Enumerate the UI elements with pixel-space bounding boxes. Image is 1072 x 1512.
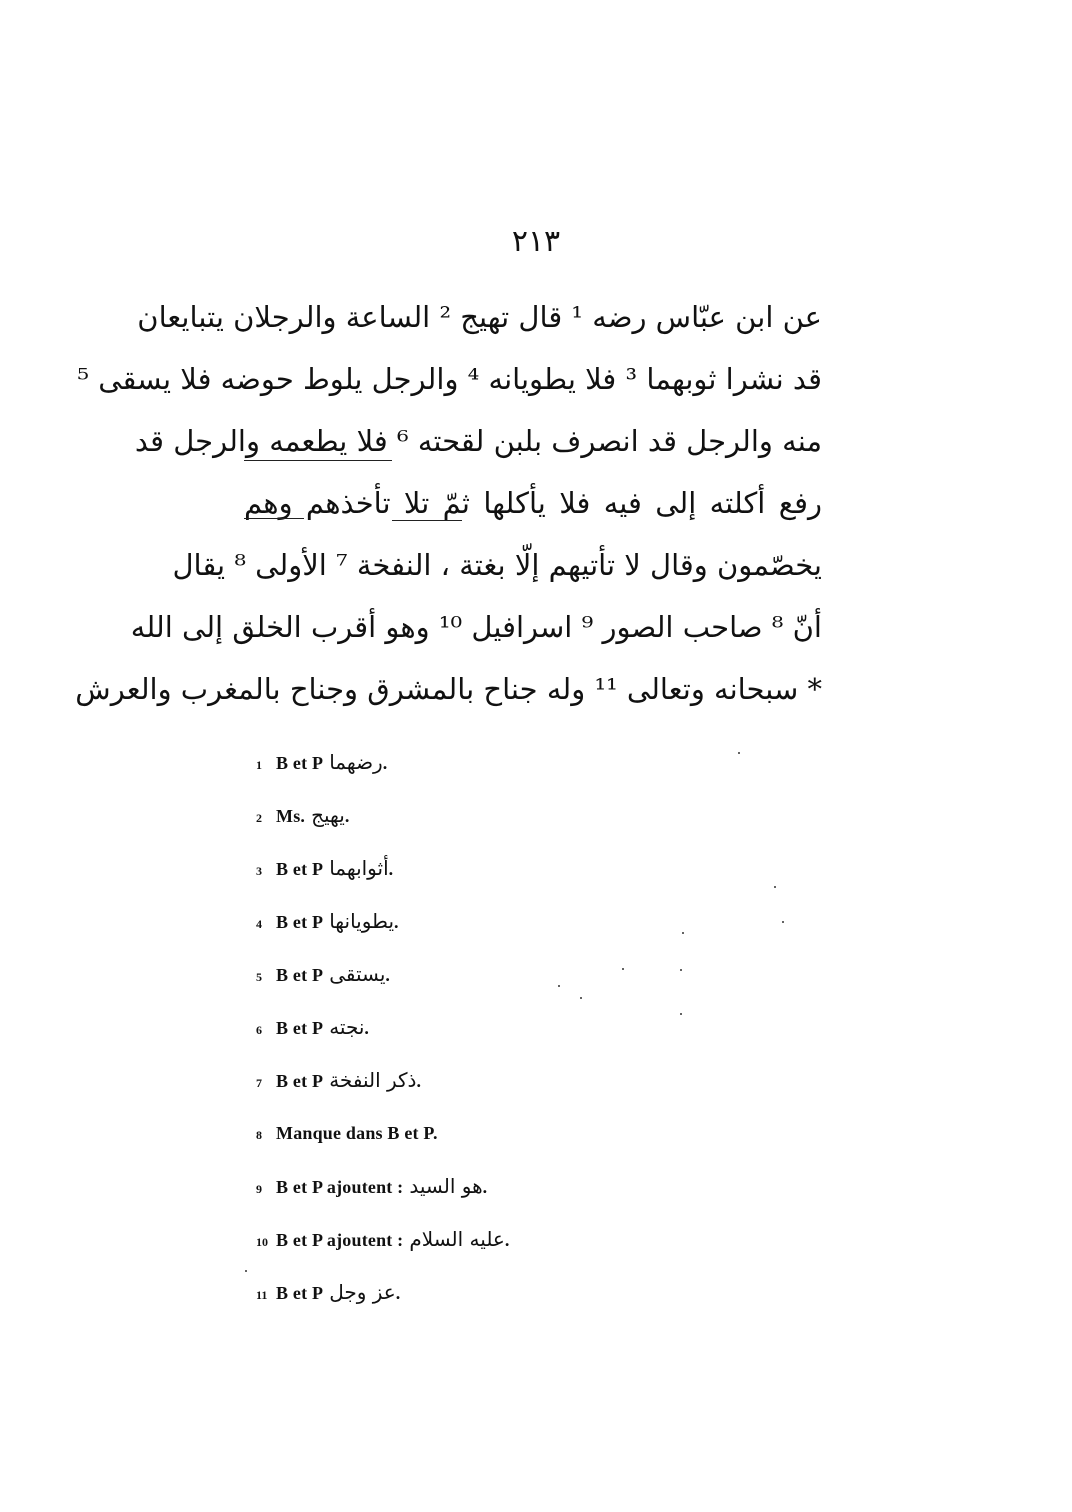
footnote-period: . bbox=[394, 912, 399, 932]
footnote-number: 10 bbox=[256, 1235, 268, 1249]
footnote-arabic: عز وجل bbox=[329, 1280, 396, 1304]
body-line: منه والرجل قد انصرف بلبن لقحته ⁶ فلا يطعمه والرجل قد bbox=[134, 424, 822, 458]
scan-speck bbox=[680, 1013, 682, 1015]
footnote-period: . bbox=[482, 1177, 488, 1197]
footnote-number: 3 bbox=[256, 864, 262, 878]
scan-speck bbox=[782, 921, 784, 923]
footnote-text: B et P bbox=[276, 753, 324, 773]
scan-speck bbox=[774, 886, 776, 888]
footnote-text: B et P ajoutent : bbox=[276, 1230, 404, 1250]
footnote-number: 1 bbox=[256, 758, 262, 772]
footnote-text: Manque dans B et P. bbox=[276, 1123, 438, 1143]
footnote-number: 4 bbox=[256, 917, 262, 931]
body-line: * سبحانه وتعالى ¹¹ وله جناح بالمشرق وجناح بالمغرب والعرش bbox=[75, 672, 822, 706]
footnote-arabic: هو السيد bbox=[409, 1174, 483, 1198]
footnote-number: 8 bbox=[256, 1128, 262, 1142]
footnote-text: B et P bbox=[276, 859, 324, 879]
body-line: قد نشرا ثوبهما ³ فلا يطويانه ⁴ والرجل يلوط حوضه فلا يسقى ⁵ bbox=[77, 362, 822, 396]
body-line: أنّ ⁸ صاحب الصور ⁹ اسرافيل ¹⁰ وهو أقرب الخلق إلى الله bbox=[130, 610, 822, 644]
footnote-number: 6 bbox=[256, 1023, 262, 1037]
footnote bbox=[256, 854, 576, 907]
footnote-text: B et P bbox=[276, 1071, 324, 1091]
footnote-text: B et P bbox=[276, 1283, 324, 1303]
footnote-period: . bbox=[344, 806, 350, 826]
scan-speck bbox=[558, 985, 560, 987]
footnote-number: 5 bbox=[256, 970, 262, 984]
underline-mark bbox=[392, 520, 462, 521]
footnote-period: . bbox=[382, 753, 388, 773]
footnote-number: 9 bbox=[256, 1182, 262, 1196]
footnote-period: . bbox=[385, 965, 390, 985]
page-number: ٢١٣ bbox=[511, 224, 561, 259]
scan-speck bbox=[680, 969, 682, 971]
footnote-number: 7 bbox=[256, 1076, 262, 1090]
footnote bbox=[256, 1225, 576, 1278]
footnote-number: 2 bbox=[256, 811, 262, 825]
footnote-period: . bbox=[504, 1230, 510, 1250]
footnote-arabic: عليه السلام bbox=[409, 1227, 505, 1251]
footnote bbox=[256, 960, 576, 1013]
body-line: عن ابن عبّاس رضه ¹ قال تهيج ² الساعة والرجلان يتبايعان bbox=[137, 300, 822, 334]
footnote bbox=[256, 1172, 576, 1225]
footnote bbox=[256, 801, 576, 854]
arabic-body-text bbox=[75, 286, 822, 720]
footnote-text: B et P bbox=[276, 912, 324, 932]
footnote-arabic: أثوابهما bbox=[329, 856, 389, 880]
footnote bbox=[256, 748, 576, 801]
underline-mark bbox=[244, 518, 304, 519]
scan-speck bbox=[580, 997, 582, 999]
footnotes bbox=[256, 748, 576, 1331]
footnote-text: B et P bbox=[276, 1018, 324, 1038]
footnote-arabic: ذكر النفخة bbox=[329, 1068, 417, 1092]
footnote-period: . bbox=[416, 1071, 421, 1091]
footnote bbox=[256, 1119, 576, 1172]
footnote-period: . bbox=[364, 1018, 369, 1038]
underline-mark bbox=[244, 460, 392, 461]
footnote-arabic: رضهما bbox=[329, 750, 383, 774]
scan-speck bbox=[622, 968, 624, 970]
scan-speck bbox=[682, 932, 684, 934]
footnote-text: Ms. bbox=[276, 806, 306, 826]
footnote-period: . bbox=[395, 1283, 401, 1303]
footnote-arabic: يهيج bbox=[311, 803, 345, 827]
footnote-arabic: يستقى bbox=[329, 962, 386, 986]
footnote-period: . bbox=[388, 859, 394, 879]
footnote bbox=[256, 1066, 576, 1119]
footnote-arabic: نجته bbox=[329, 1015, 365, 1039]
footnote bbox=[256, 1013, 576, 1066]
footnote-text: B et P ajoutent : bbox=[276, 1177, 404, 1197]
body-line: رفع أكلته إلى فيه فلا يأكلها ثمّ تلا تأخذهم وهم bbox=[244, 486, 822, 520]
body-line: يخصّمون وقال لا تأتيهم إلّا بغتة ، النفخة ⁷ الأولى ⁸ يقال bbox=[172, 548, 822, 582]
footnote-arabic: يطويانها bbox=[329, 909, 395, 933]
scan-speck bbox=[738, 752, 740, 754]
footnote bbox=[256, 1278, 576, 1331]
footnote bbox=[256, 907, 576, 960]
scan-speck bbox=[245, 1270, 247, 1272]
footnote-text: B et P bbox=[276, 965, 324, 985]
footnote-number: 11 bbox=[256, 1288, 268, 1302]
